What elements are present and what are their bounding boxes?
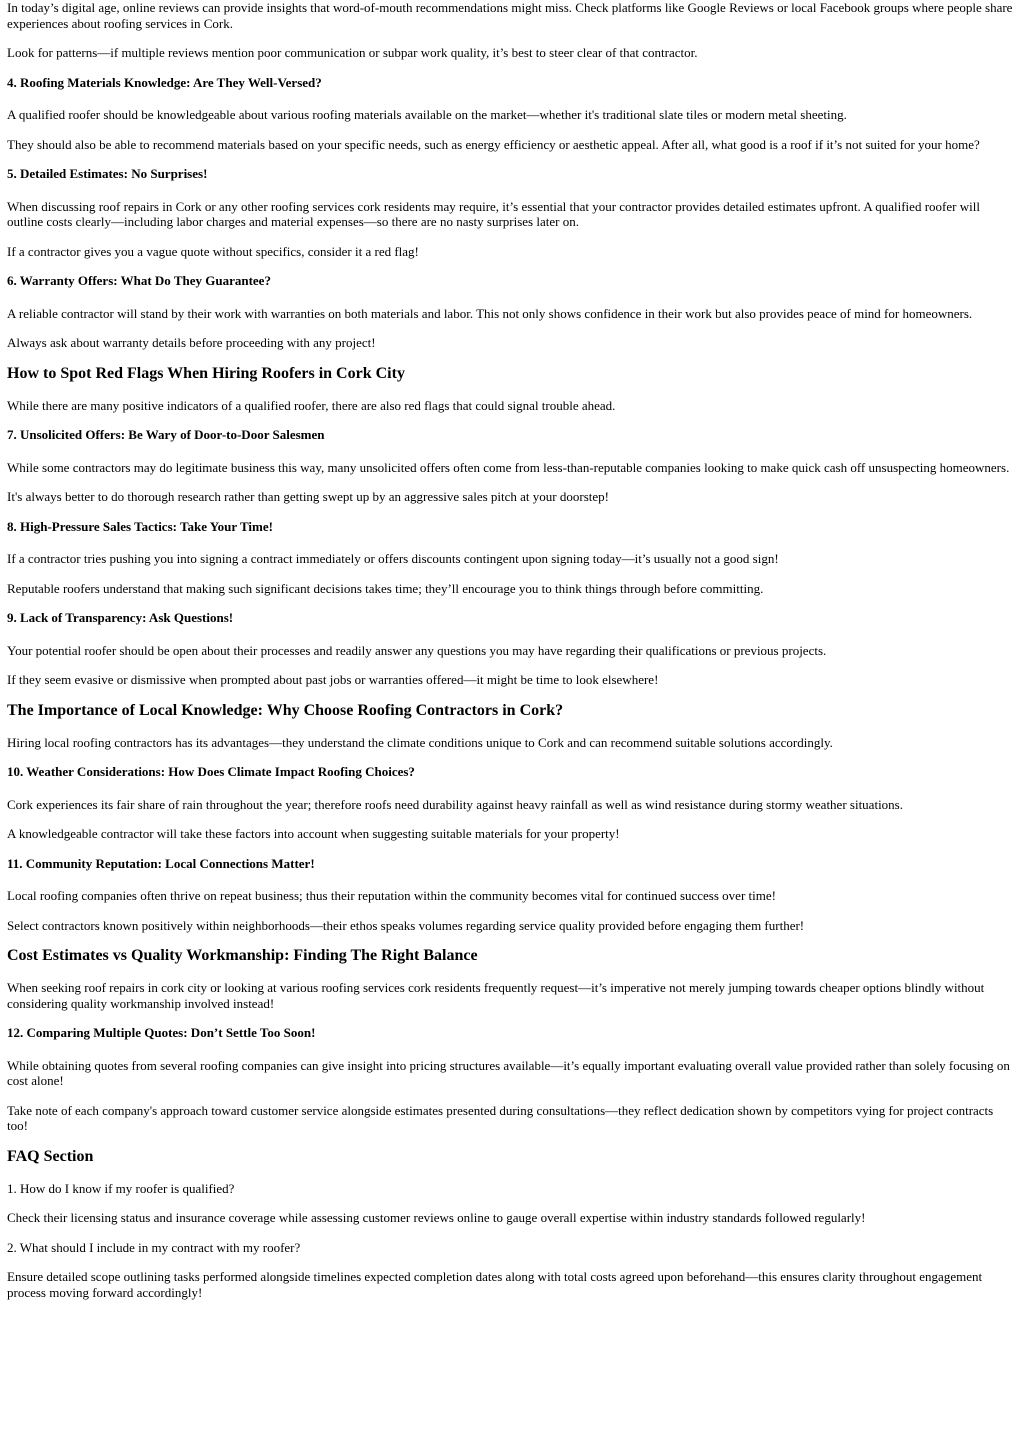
paragraph: If a contractor tries pushing you into signing a contract immediately or offers discounts contingent upon signing today—it’s usually not a good sign! xyxy=(7,551,779,566)
paragraph: If a contractor gives you a vague quote without specifics, consider it a red flag! xyxy=(7,243,419,259)
paragraph: Reputable roofers understand that making such significant decisions takes time; they’ll encourage you to think things through before committing. xyxy=(7,580,764,596)
subsection-heading: 4. Roofing Materials Knowledge: Are They Well-Versed? xyxy=(7,74,322,90)
paragraph: When discussing roof repairs in Cork or any other roofing services cork residents may require, it’s essential that your contractor provides detailed estimates upfront. A qualified roofer will outline costs clearly—including labor charges and material expenses—so there are no nasty surprises later on. xyxy=(7,198,980,229)
paragraph: Your potential roofer should be open about their processes and readily answer any questions you may have regarding their qualifications or previous projects. xyxy=(7,642,827,658)
paragraph: While some contractors may do legitimate business this way, many unsolicited offers often come from less-than-reputable companies looking to make quick cash off unsuspecting homeowners. xyxy=(7,459,1010,475)
paragraph: Take note of each company's approach toward customer service alongside estimates presented during consultations—they reflect dedication shown by competitors vying for project contracts too! xyxy=(7,1102,994,1133)
paragraph: While obtaining quotes from several roofing companies can give insight into pricing structures available—it’s equally important evaluating overall value provided rather than solely focusing on cost alone! xyxy=(7,1057,1010,1088)
subsection-heading: 11. Community Reputation: Local Connections Matter! xyxy=(7,855,315,871)
section-heading: FAQ Section xyxy=(7,1147,94,1165)
paragraph: If they seem evasive or dismissive when prompted about past jobs or warranties offered—it might be time to look elsewhere! xyxy=(7,672,659,687)
paragraph: Hiring local roofing contractors has its advantages—they understand the climate conditions unique to Cork and can recommend suitable solutions accordingly. xyxy=(7,734,833,750)
paragraph: A knowledgeable contractor will take these factors into account when suggesting suitable materials for your property! xyxy=(7,826,620,841)
subsection-heading: 10. Weather Considerations: How Does Climate Impact Roofing Choices? xyxy=(7,764,415,779)
paragraph: When seeking roof repairs in cork city or looking at various roofing services cork residents frequently request—it’s imperative not merely jumping towards cheaper options blindly without considering quality workmanship involved instead! xyxy=(7,980,985,1011)
paragraph: Cork experiences its fair share of rain throughout the year; therefore roofs need durability against heavy rainfall as well as wind resistance during stormy weather situations. xyxy=(7,796,903,812)
paragraph: Always ask about warranty details before proceeding with any project! xyxy=(7,335,376,350)
paragraph: Local roofing companies often thrive on repeat business; thus their reputation within the community becomes vital for continued success over time! xyxy=(7,888,776,903)
section-heading: The Importance of Local Knowledge: Why Choose Roofing Contractors in Cork? xyxy=(7,701,564,719)
paragraph: A reliable contractor will stand by their work with warranties on both materials and labor. This not only shows confidence in their work but also provides peace of mind for homeowners. xyxy=(7,305,973,321)
paragraph: Look for patterns—if multiple reviews mention poor communication or subpar work quality, it’s best to steer clear of that contractor. xyxy=(7,45,698,60)
paragraph: 2. What should I include in my contract with my roofer? xyxy=(7,1239,301,1255)
section-heading: How to Spot Red Flags When Hiring Roofers in Cork City xyxy=(7,364,405,382)
paragraph: 1. How do I know if my roofer is qualified? xyxy=(7,1180,235,1196)
subsection-heading: 6. Warranty Offers: What Do They Guarantee? xyxy=(7,273,271,288)
subsection-heading: 7. Unsolicited Offers: Be Wary of Door-to-Door Salesmen xyxy=(7,427,325,442)
paragraph: A qualified roofer should be knowledgeable about various roofing materials available on the market—whether it's traditional slate tiles or modern metal sheeting. xyxy=(7,107,847,122)
subsection-heading: 8. High-Pressure Sales Tactics: Take Your Time! xyxy=(7,518,273,534)
paragraph: While there are many positive indicators of a qualified roofer, there are also red flags that could signal trouble ahead. xyxy=(7,397,616,413)
paragraph: It's always better to do thorough research rather than getting swept up by an aggressive sales pitch at your doorstep! xyxy=(7,489,609,504)
paragraph: Check their licensing status and insurance coverage while assessing customer reviews online to gauge overall expertise within industry standards followed regularly! xyxy=(7,1210,866,1225)
paragraph: They should also be able to recommend materials based on your specific needs, such as energy efficiency or aesthetic appeal. After all, what good is a roof if it’s not suited for your home? xyxy=(7,136,980,152)
paragraph: Select contractors known positively within neighborhoods—their ethos speaks volumes regarding service quality provided before engaging them further! xyxy=(7,917,805,933)
subsection-heading: 9. Lack of Transparency: Ask Questions! xyxy=(7,610,234,625)
subsection-heading: 12. Comparing Multiple Quotes: Don’t Settle Too Soon! xyxy=(7,1025,316,1040)
subsection-heading: 5. Detailed Estimates: No Surprises! xyxy=(7,166,208,181)
paragraph: Ensure detailed scope outlining tasks performed alongside timelines expected completion dates along with total costs agreed upon beforehand—this ensures clarity throughout engagement process moving forward accordingly! xyxy=(7,1269,983,1300)
paragraph: In today’s digital age, online reviews can provide insights that word-of-mouth recommendations might miss. Check platforms like Google Reviews or local Facebook groups where people share experiences about roofing services in Cork. xyxy=(7,0,1013,31)
section-heading: Cost Estimates vs Quality Workmanship: Finding The Right Balance xyxy=(7,947,478,964)
